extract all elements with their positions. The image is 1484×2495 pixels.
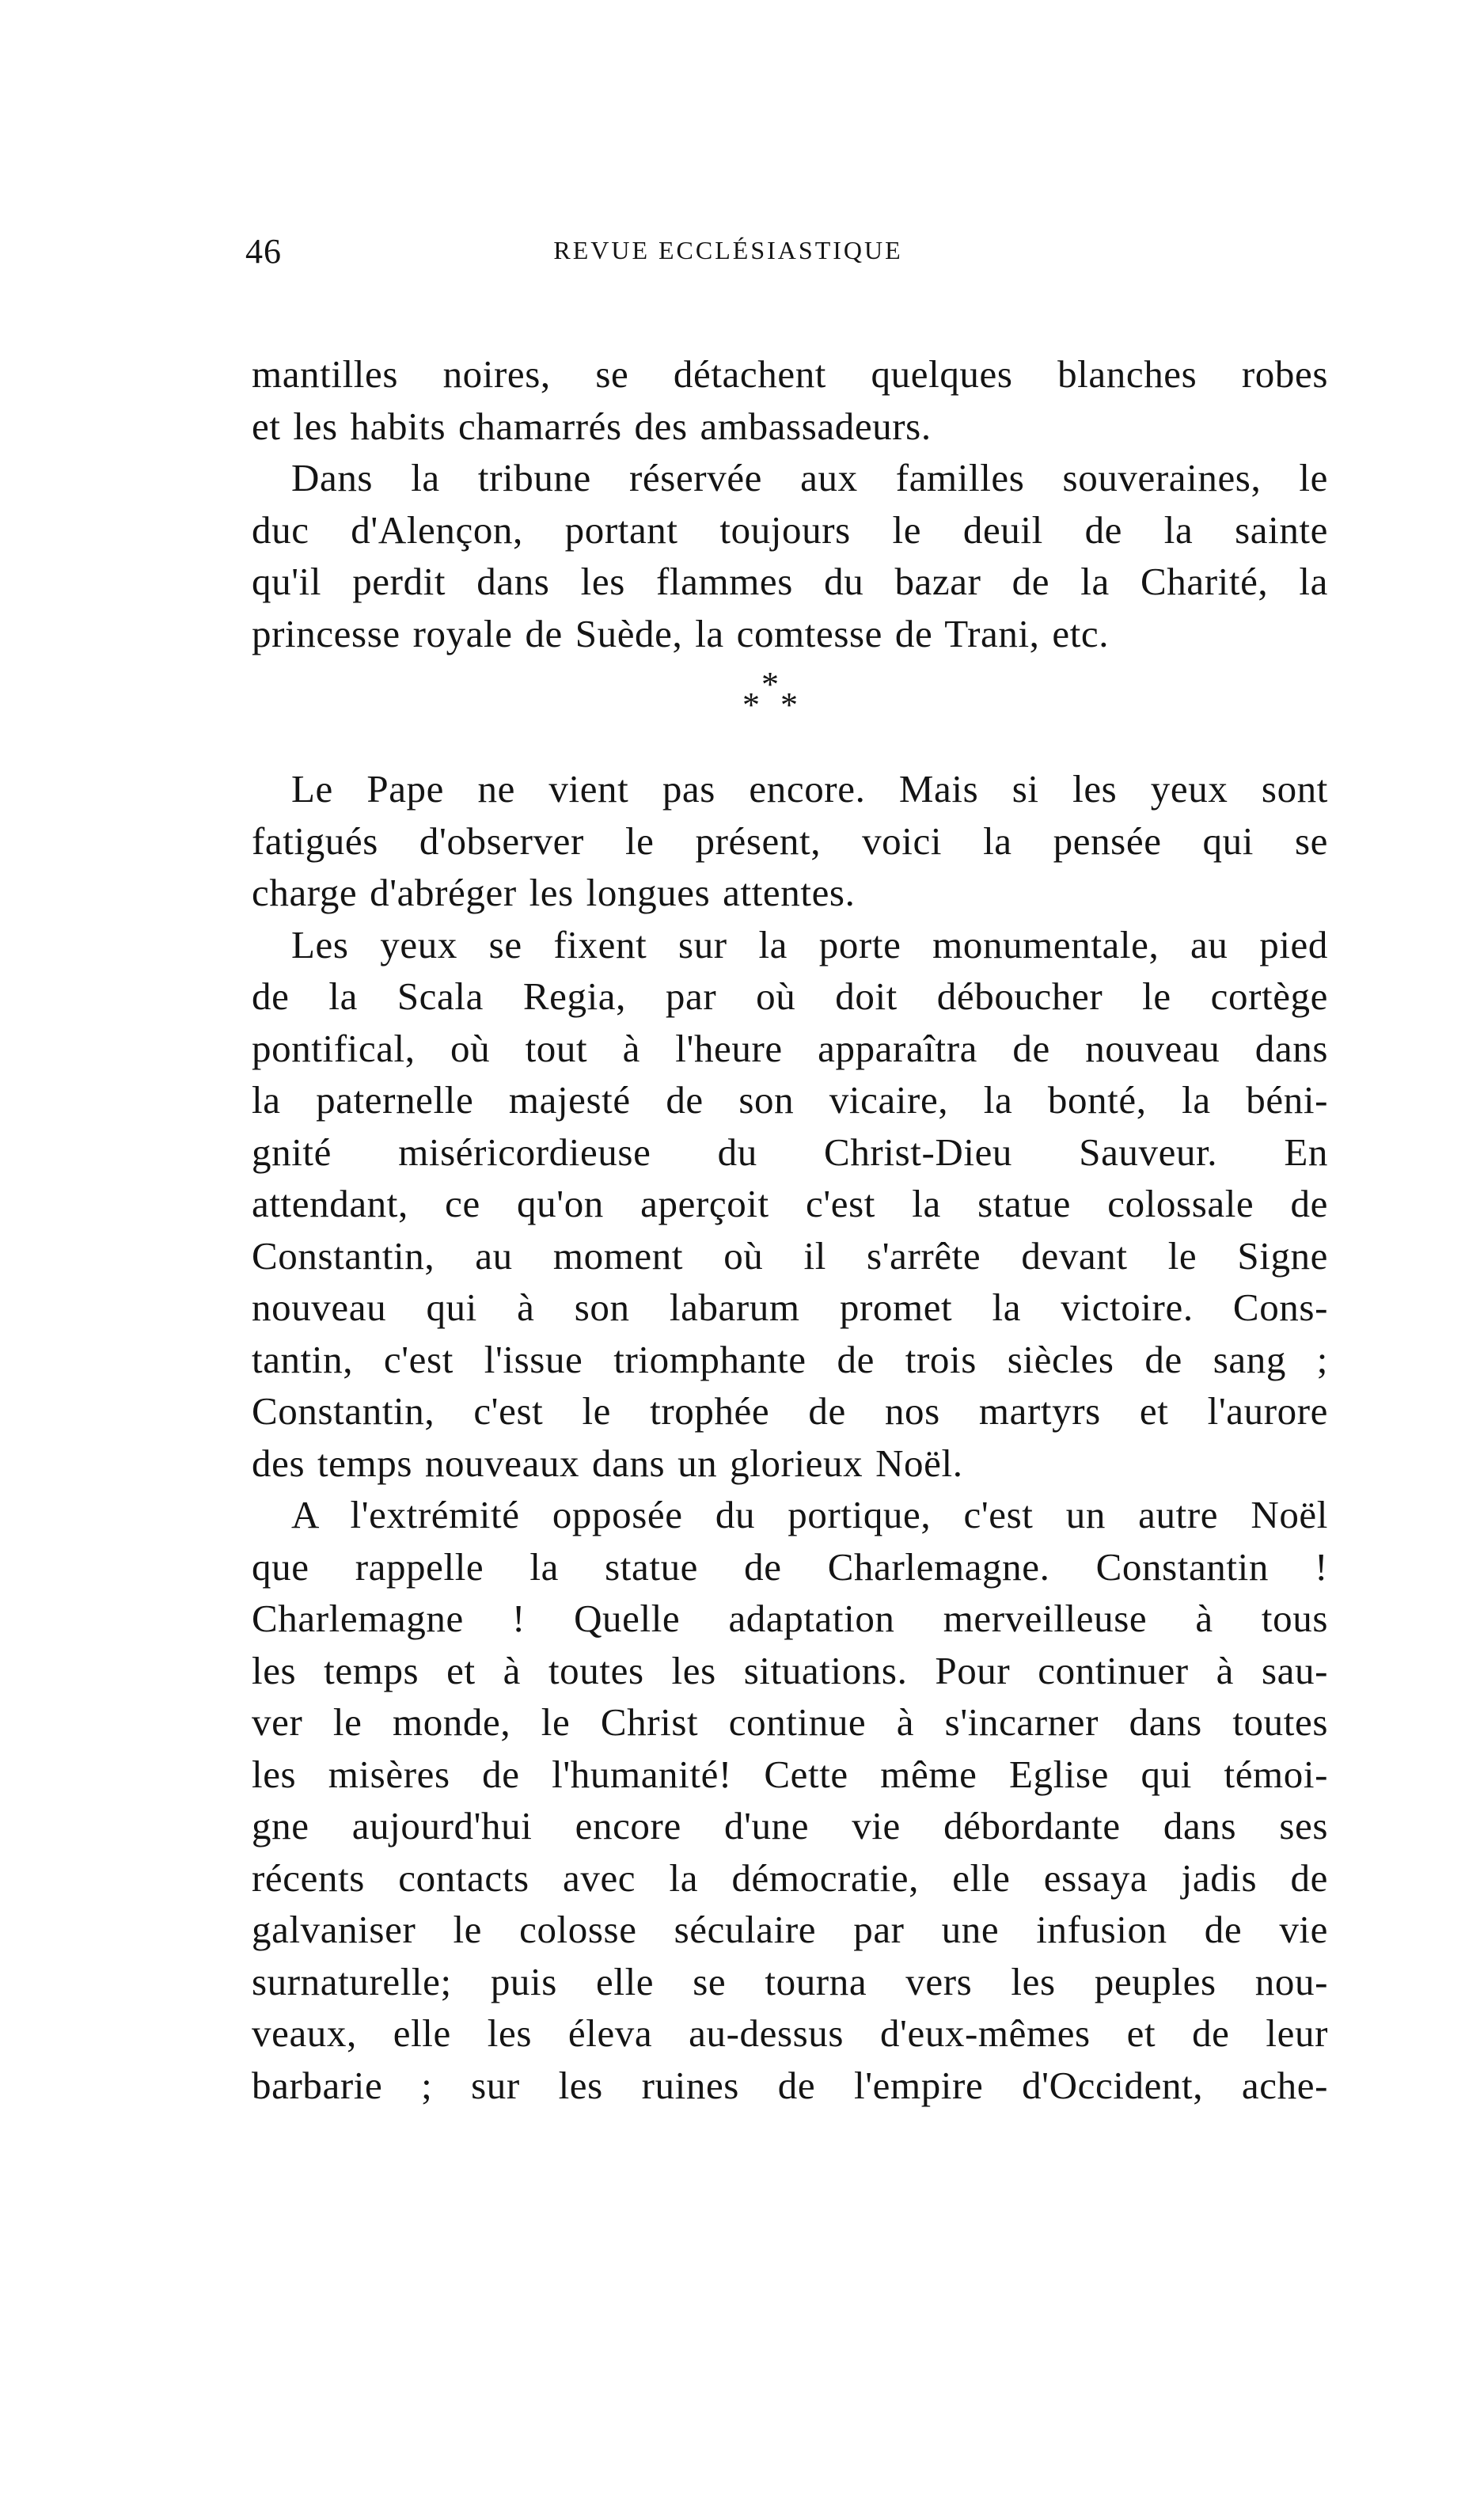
text-line: A l'extrémité opposée du portique, c'est un autre Noël bbox=[291, 1493, 1328, 1536]
text-line: la paternelle majesté de son vicaire, la bonté, la béni- bbox=[252, 1078, 1328, 1122]
text-line: et les habits chamarrés des ambassadeurs. bbox=[252, 404, 932, 448]
paragraph-tribune bbox=[252, 452, 1328, 659]
running-head bbox=[245, 231, 1211, 271]
text-line: princesse royale de Suède, la comtesse de Trani, etc. bbox=[252, 611, 1110, 655]
text-line: charge d'abréger les longues attentes. bbox=[252, 871, 856, 914]
text-line: Constantin, c'est le trophée de nos martyrs et l'aurore bbox=[252, 1389, 1328, 1433]
asterism-star: * bbox=[780, 685, 799, 724]
paragraph-charlemagne bbox=[252, 1489, 1328, 2111]
text-line: qu'il perdit dans les flammes du bazar de la Charité, la bbox=[252, 560, 1328, 603]
paragraph-constantin bbox=[252, 919, 1328, 1490]
text-line: Constantin, au moment où il s'arrête devant le Signe bbox=[252, 1233, 1328, 1278]
asterism-star: * bbox=[761, 665, 780, 704]
paragraph-pape bbox=[252, 763, 1328, 919]
text-line: des temps nouveaux dans un glorieux Noël. bbox=[252, 1441, 963, 1485]
text-line: les misères de l'humanité! Cette même Eglise qui témoi- bbox=[252, 1752, 1328, 1796]
body-text bbox=[252, 348, 1328, 2111]
text-line: gne aujourd'hui encore d'une vie débordante dans ses bbox=[252, 1804, 1328, 1848]
asterism-divider bbox=[252, 659, 1328, 763]
text-line: mantilles noires, se détachent quelques blanches robes bbox=[252, 352, 1328, 396]
text-line: Le Pape ne vient pas encore. Mais si les yeux sont bbox=[291, 767, 1328, 811]
text-line: Charlemagne ! Quelle adaptation merveilleuse à tous bbox=[252, 1597, 1328, 1640]
asterism-star: * bbox=[742, 685, 761, 724]
text-line: Dans la tribune réservée aux familles souveraines, le bbox=[291, 456, 1328, 499]
text-line: duc d'Alençon, portant toujours le deuil de la sainte bbox=[252, 507, 1328, 552]
text-line: de la Scala Regia, par où doit déboucher le cortège bbox=[252, 974, 1328, 1018]
journal-title: REVUE ECCLÉSIASTIQUE bbox=[553, 236, 903, 264]
text-line: tantin, c'est l'issue triomphante de trois siècles de sang ; bbox=[252, 1337, 1328, 1381]
text-line: veaux, elle les éleva au-dessus d'eux-mêmes et de leur bbox=[252, 2011, 1328, 2055]
text-line: Les yeux se fixent sur la porte monumentale, au pied bbox=[291, 922, 1328, 966]
text-line: barbarie ; sur les ruines de l'empire d'Occident, ache- bbox=[252, 2063, 1328, 2107]
text-line: fatigués d'observer le présent, voici la pensée qui se bbox=[252, 818, 1328, 863]
page-number: 46 bbox=[245, 232, 282, 271]
text-line: récents contacts avec la démocratie, elle essaya jadis de bbox=[252, 1855, 1328, 1900]
text-line: galvaniser le colosse séculaire par une infusion de vie bbox=[252, 1908, 1328, 1951]
text-line: que rappelle la statue de Charlemagne. Constantin ! bbox=[252, 1544, 1328, 1589]
text-line: nouveau qui à son labarum promet la victoire. Cons- bbox=[252, 1285, 1328, 1329]
text-line: les temps et à toutes les situations. Pour continuer à sau- bbox=[252, 1648, 1328, 1692]
paragraph-continuation bbox=[252, 348, 1328, 452]
text-line: ver le monde, le Christ continue à s'incarner dans toutes bbox=[252, 1700, 1328, 1744]
text-line: attendant, ce qu'on aperçoit c'est la statue colossale de bbox=[252, 1182, 1328, 1225]
text-line: pontifical, où tout à l'heure apparaîtra de nouveau dans bbox=[252, 1026, 1328, 1070]
text-line: surnaturelle; puis elle se tourna vers les peuples nou- bbox=[252, 1959, 1328, 2003]
text-line: gnité miséricordieuse du Christ-Dieu Sauveur. En bbox=[252, 1130, 1328, 1174]
